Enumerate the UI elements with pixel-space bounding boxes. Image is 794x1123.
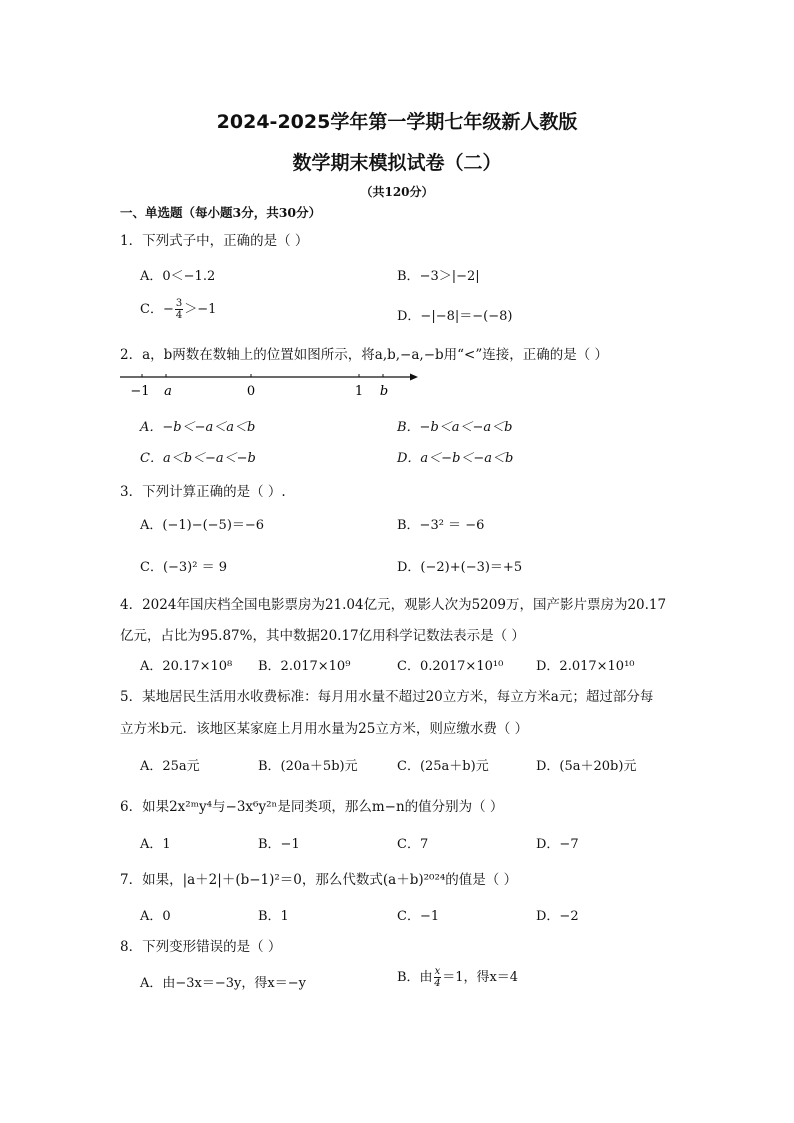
q4-option-c: C．0.2017×10¹⁰ (397, 659, 504, 674)
q3-option-b: B．−3² ＝ −6 (397, 518, 485, 533)
section-heading: 一、单选题（每小题3分，共30分） (120, 205, 322, 220)
q6-option-d: D．−7 (536, 837, 579, 852)
fraction-denominator: 4 (175, 310, 183, 321)
label-a: a (164, 384, 172, 399)
q5-option-d: D．(5a＋20b)元 (536, 759, 637, 774)
q1-option-c: C．− $\frac{3}{4}$ ＞−1 (140, 298, 217, 321)
fraction-numerator: 3 (175, 298, 183, 309)
page-title: 2024-2025学年第一学期七年级新人教版 (216, 111, 578, 133)
q8-option-b (397, 966, 518, 989)
question-4-line-2: 亿元，占比为95.87%，其中数据20.17亿用科学记数法表示是（ ） (120, 628, 525, 644)
q1-option-b-math: −3＞|−2| (419, 269, 480, 284)
question-2-stem: 2．a，b两数在数轴上的位置如图所示，将a,b,−a,−b用“<”连接，正确的是（ ） (120, 347, 609, 363)
page-subtitle: 数学期末模拟试卷（二） (292, 152, 502, 174)
q2-option-d: D．a＜−b＜−a＜b (397, 451, 514, 466)
q4-option-b: B．2.017×10⁹ (258, 659, 351, 674)
q6-option-a: A．1 (140, 837, 171, 852)
question-7-stem: 7．如果，|a＋2|＋(b−1)²＝0，那么代数式(a＋b)²⁰²⁴的值是（ ） (120, 872, 518, 888)
q2-option-b: B．−b＜a＜−a＜b (397, 420, 513, 435)
label-1: 1 (354, 384, 364, 399)
q3-option-a: A．(−1)−(−5)＝−6 (140, 518, 265, 533)
q7-option-b: B．1 (258, 909, 289, 924)
question-3-stem: 3．下列计算正确的是（ ）. (120, 484, 286, 500)
question-1-stem: 1．下列式子中，正确的是（ ） (120, 233, 309, 249)
q2-option-a: A．−b＜−a＜a＜b (140, 420, 256, 435)
q8-option-a: A．由−3x＝−3y，得x＝−y (140, 976, 306, 991)
question-5-line-1: 5．某地居民生活用水收费标准：每月用水量不超过20立方米，每立方米a元；超过部分每 (120, 689, 654, 705)
q7-option-d: D．−2 (536, 909, 579, 924)
number-line (118, 366, 428, 400)
fraction (434, 966, 442, 989)
question-6-stem: 6．如果2x²ᵐy⁴与−3x⁶y²ⁿ是同类项，那么m−n的值分别为（ ） (120, 799, 504, 815)
q1-option-b (397, 265, 480, 284)
label-0: 0 (246, 384, 256, 399)
question-5-line-2: 立方米b元．该地区某家庭上月用水量为25立方米，则应缴水费（ ） (120, 721, 529, 737)
q2-option-c: C．a＜b＜−a＜−b (140, 451, 256, 466)
q1-option-b-label: B． (397, 269, 420, 284)
q4-option-a: A．20.17×10⁸ (140, 659, 233, 674)
q3-option-d: D．(−2)+(−3)＝+5 (397, 560, 523, 575)
q5-option-a: A．25a元 (140, 759, 200, 774)
q8-option-b-label: B．由 (397, 970, 433, 985)
q1-option-a: A．0＜−1.2 (140, 269, 216, 284)
number-line-arrow (410, 374, 418, 381)
fraction-numerator: x (434, 966, 441, 977)
q6-option-c: C．7 (397, 837, 429, 852)
total-score: （共120分） (360, 185, 434, 199)
q3-option-c: C．(−3)² ＝ 9 (140, 560, 228, 575)
q6-option-b: B．−1 (258, 837, 300, 852)
label-b: b (379, 384, 389, 399)
q7-option-c: C．−1 (397, 909, 440, 924)
q1-option-c-tail: ＞−1 (184, 302, 217, 317)
q7-option-a: A．0 (140, 909, 171, 924)
question-8-stem: 8．下列变形错误的是（ ） (120, 939, 282, 955)
q1-option-c-label: C． (140, 302, 163, 317)
fraction (175, 298, 183, 321)
q8-option-b-tail: ＝1，得x＝4 (442, 970, 519, 985)
question-4-line-1: 4．2024年国庆档全国电影票房为21.04亿元，观影人次为5209万，国产影片票房为20.17 (120, 597, 667, 613)
q5-option-b: B．(20a＋5b)元 (258, 759, 358, 774)
fraction-denominator: 4 (434, 978, 441, 989)
q4-option-d: D．2.017×10¹⁰ (536, 659, 635, 674)
q5-option-c: C．(25a＋b)元 (397, 759, 489, 774)
q1-option-d: D．−|−8|＝−(−8) (397, 309, 513, 324)
label-minus-1: −1 (130, 384, 150, 399)
